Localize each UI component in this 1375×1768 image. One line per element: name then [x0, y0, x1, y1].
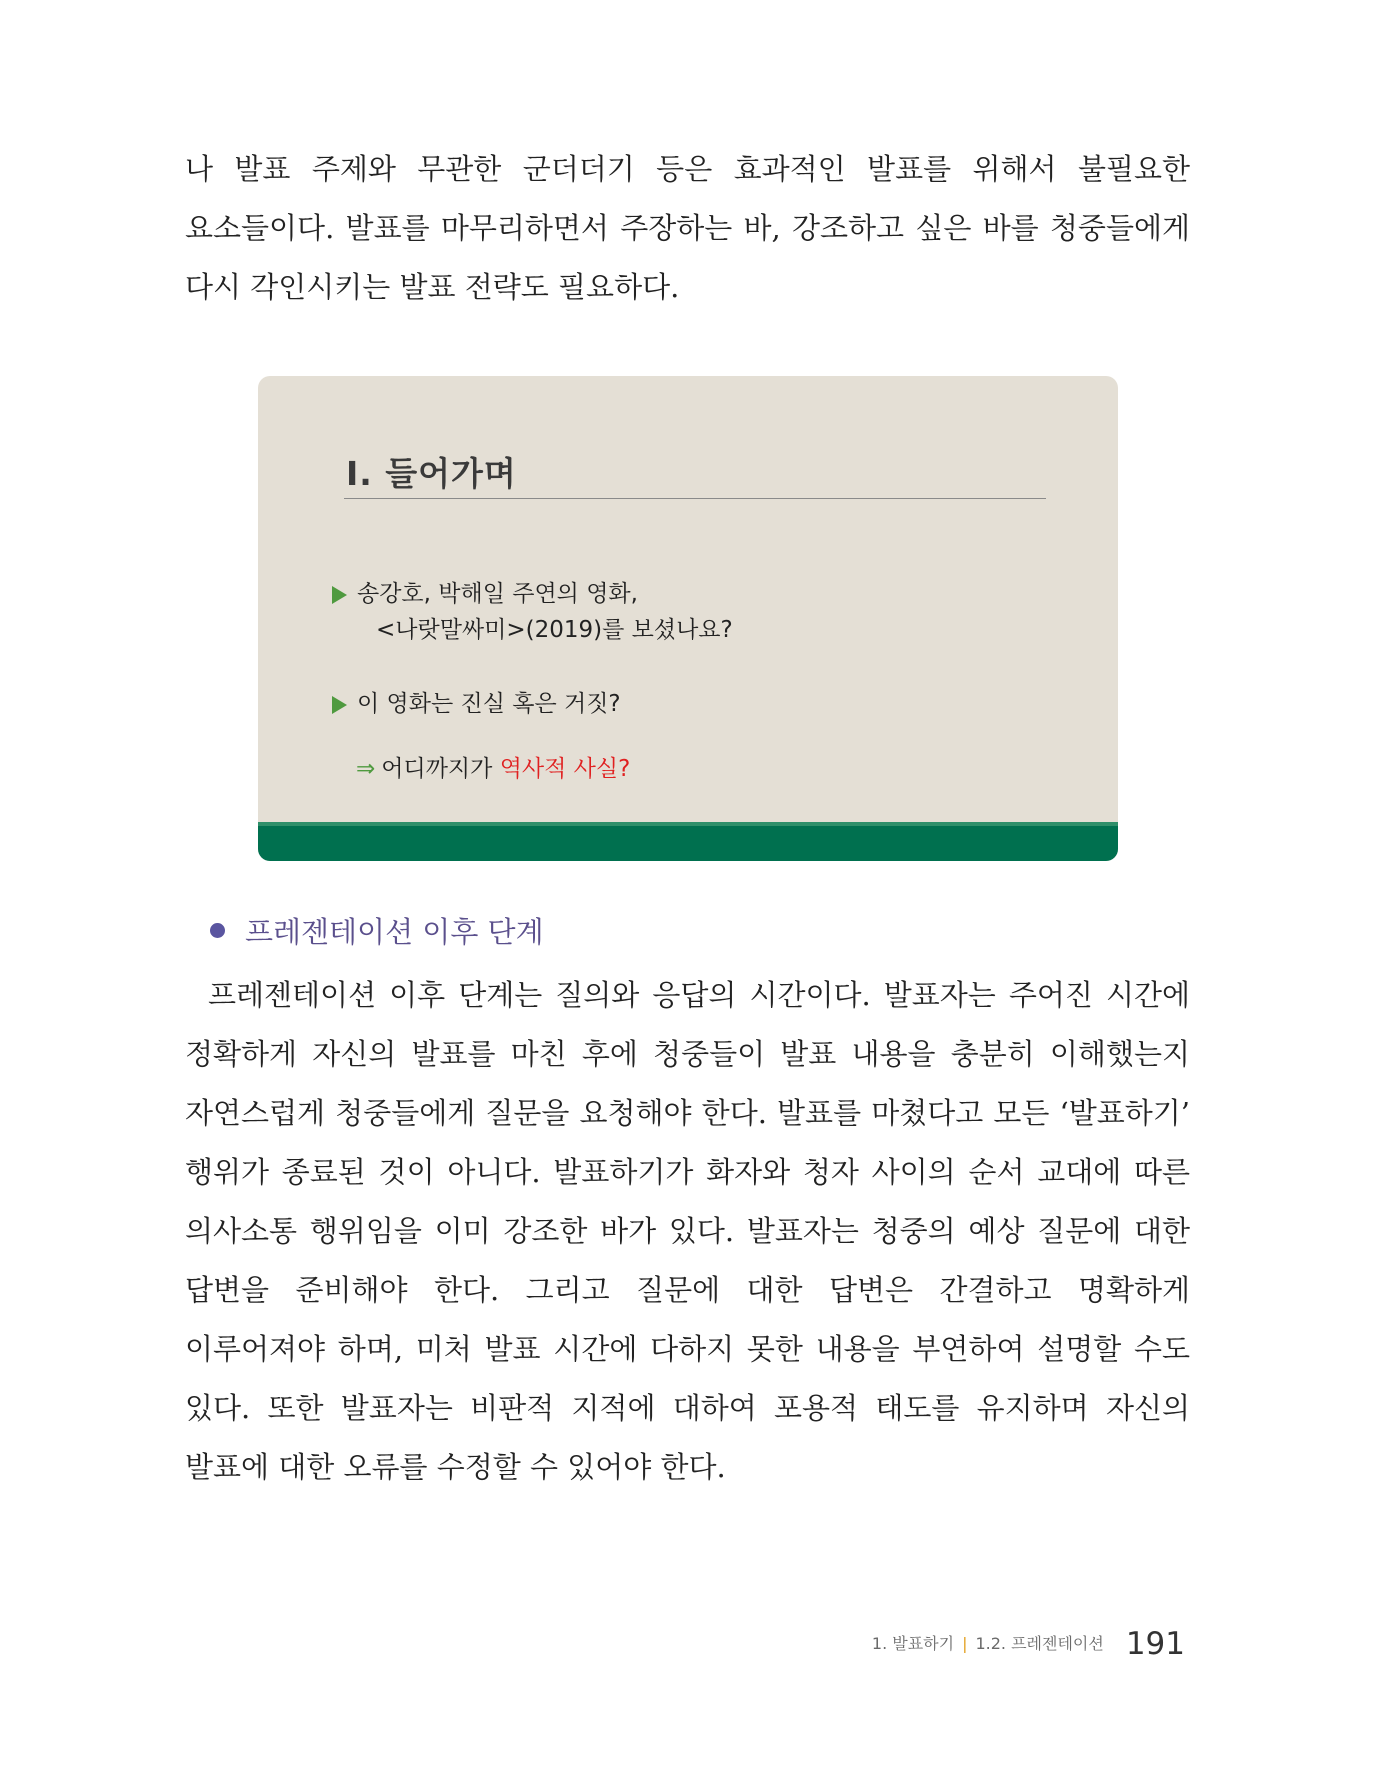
bullet-1-line-1: 송강호, 박해일 주연의 영화, — [357, 581, 638, 607]
bullet-1-line-2: <나랏말싸미>(2019)를 보셨나요? — [376, 617, 733, 643]
footer-separator: | — [962, 1634, 968, 1653]
intro-paragraph: 나 발표 주제와 무관한 군더더기 등은 효과적인 발표를 위해서 불필요한 요소들이다. 발표를 마무리하면서 주장하는 바, 강조하고 싶은 바를 청중들에게 다시 각인시키는 발표 전략도 필요하다. — [185, 152, 1190, 304]
arrow-highlight: 역사적 사실? — [499, 756, 631, 782]
double-arrow-icon: ⇒ — [356, 756, 376, 782]
section-heading-text: 프레젠테이션 이후 단계 — [245, 915, 544, 949]
section-paragraph: 프레젠테이션 이후 단계는 질의와 응답의 시간이다. 발표자는 주어진 시간에 정확하게 자신의 발표를 마친 후에 청중들이 발표 내용을 충분히 이해했는지 자연스럽게 청중들에게 질문을 요청해야 한다. 발표를 마쳤다고 모든 ‘발표하기’ 행위가 종료된 것이 아니다. 발표하기가 화자와 청자 사이의 순서 교대에 따른 의사소통 행위임을 이미 강조한 바가 있다. 발표자는 청중의 예상 질문에 대한 답변을 준비해야 한다. 그리고 질문에 대한 답변은 간결하고 명확하게 이루어져야 하며, 미처 발표 시간에 다하지 못한 내용을 부연하여 설명할 수도 있다. 또한 발표자는 비판적 지적에 대하여 포용적 태도를 유지하며 자신의 발표에 대한 오류를 수정할 수 있어야 한다. — [185, 978, 1190, 1484]
slide-box — [258, 376, 1118, 861]
slide-bullet-movie — [332, 576, 733, 648]
triangle-bullet-icon — [332, 696, 347, 714]
slide-bottom-bar — [258, 826, 1118, 861]
triangle-bullet-icon — [332, 586, 347, 604]
arrow-text: 어디까지가 — [381, 756, 500, 782]
footer-section: 1.2. 프레젠테이션 — [975, 1634, 1104, 1653]
bullet-2-text: 이 영화는 진실 혹은 거짓? — [357, 691, 621, 717]
footer-chapter: 1. 발표하기 — [871, 1634, 955, 1653]
section-heading — [210, 912, 544, 952]
slide-title: Ⅰ. 들어가며 — [346, 454, 517, 493]
slide-arrow-line — [356, 751, 630, 787]
slide-bullet-truth — [332, 686, 621, 722]
page-number: 191 — [1125, 1626, 1185, 1662]
slide-title-divider — [344, 498, 1046, 499]
bullet-dot-icon — [210, 923, 225, 938]
page-footer — [872, 1624, 1185, 1664]
